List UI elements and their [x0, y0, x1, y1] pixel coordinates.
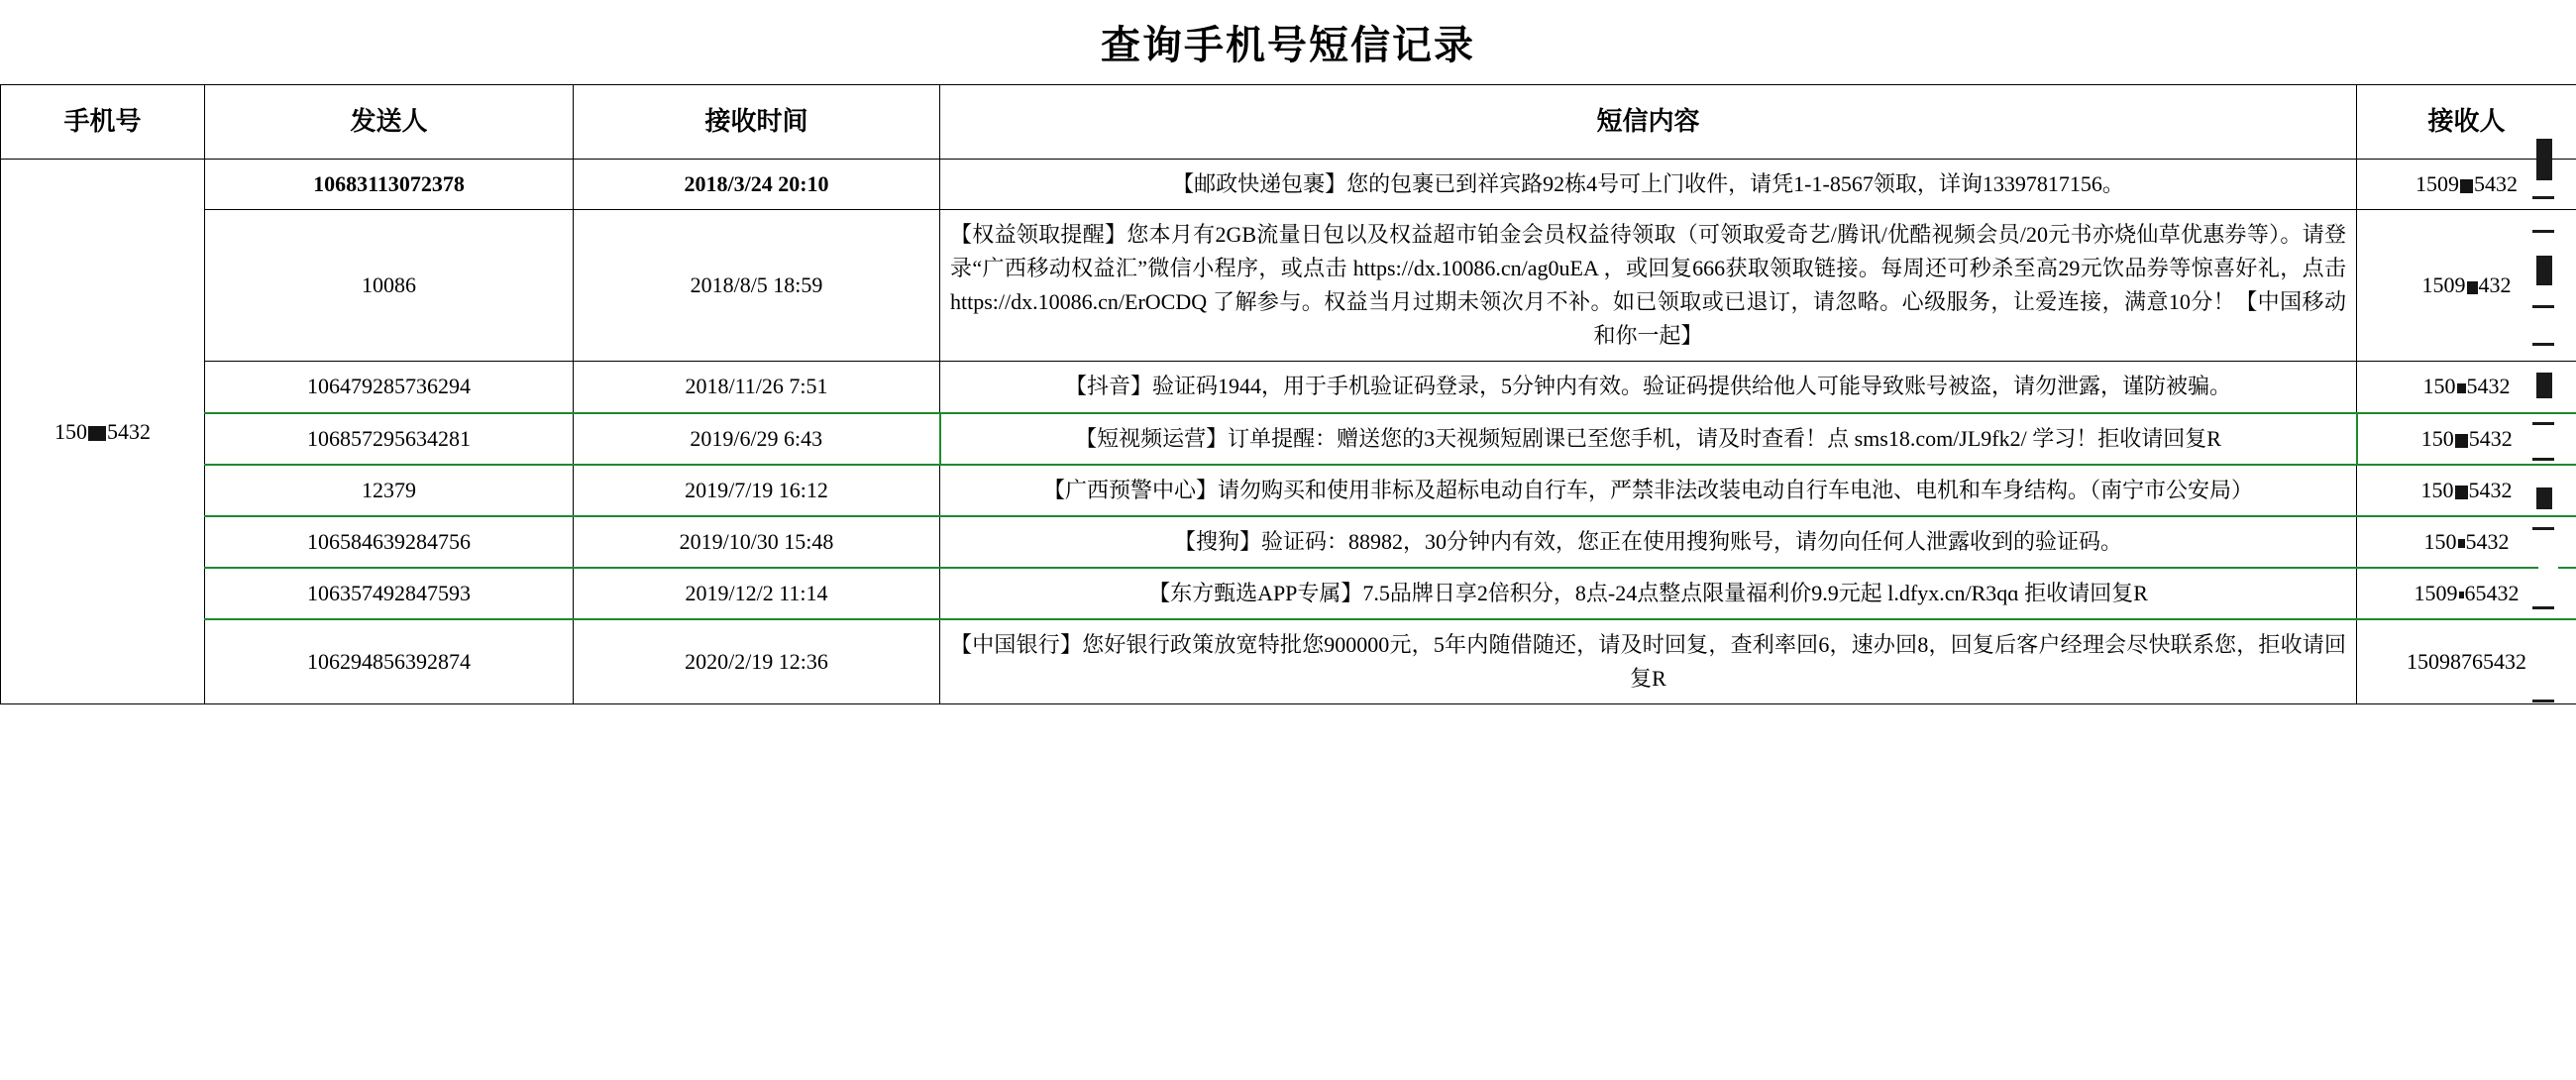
content-cell: 【中国银行】您好银行政策放宽特批您900000元，5年内随借随还，请及时回复，查利率回6，速办回8，回复后客户经理会尽快联系您，拒收请回复R: [940, 619, 2357, 704]
content-cell: 【短视频运营】订单提醒：赠送您的3天视频短剧课已至您手机，请及时查看！点 sms18.com/JL9fk2/ 学习！拒收请回复R: [940, 413, 2357, 465]
receiver-cell: [2357, 516, 2576, 568]
table-row-highlighted: [1, 413, 2576, 465]
table-row: [1, 516, 2576, 568]
receiver-cell: [2357, 568, 2576, 619]
time-cell: 2019/10/30 15:48: [574, 516, 940, 568]
receiver-cell: [2357, 413, 2576, 465]
receiver-suffix: 5432: [2466, 374, 2511, 399]
column-header-receiver: 接收人: [2357, 85, 2576, 160]
phone-number-suffix: 5432: [107, 418, 151, 444]
content-cell: 【搜狗】验证码：88982，30分钟内有效，您正在使用搜狗账号，请勿向任何人泄露收到的验证码。: [940, 516, 2357, 568]
column-header-content: 短信内容: [940, 85, 2357, 160]
content-cell: 【广西预警中心】请勿购买和使用非标及超标电动自行车，严禁非法改装电动自行车电池、电机和车身结构。（南宁市公安局）: [940, 465, 2357, 516]
column-header-time: 接收时间: [574, 85, 940, 160]
redaction-block-icon: [2460, 179, 2473, 193]
receiver-prefix: 150: [2420, 477, 2454, 502]
sender-cell: 106357492847593: [205, 568, 574, 619]
receiver-cell: [2357, 160, 2576, 210]
sender-cell: 10086: [205, 210, 574, 362]
receiver-prefix: 1509: [2421, 272, 2466, 298]
sender-cell: 106294856392874: [205, 619, 574, 704]
sender-cell: 12379: [205, 465, 574, 516]
content-cell: 【东方甄选APP专属】7.5品牌日享2倍积分，8点-24点整点限量福利价9.9元起 l.dfyx.cn/R3qɑ 拒收请回复R: [940, 568, 2357, 619]
redaction-block-icon: [2455, 434, 2468, 448]
time-cell: 2019/12/2 11:14: [574, 568, 940, 619]
receiver-suffix: 5432: [2465, 528, 2510, 554]
sms-records-table: [0, 84, 2576, 704]
redaction-block-icon: [2457, 383, 2466, 393]
receiver-cell: [2357, 210, 2576, 362]
sender-cell: 106584639284756: [205, 516, 574, 568]
time-cell: 2019/6/29 6:43: [574, 413, 940, 465]
sender-cell: 10683113072378: [205, 160, 574, 210]
table-header-row: [1, 85, 2576, 160]
table-row: [1, 465, 2576, 516]
phone-number-prefix: 150: [54, 418, 87, 444]
receiver-cell: [2357, 362, 2576, 413]
receiver-cell: [2357, 465, 2576, 516]
table-row: [1, 210, 2576, 362]
time-cell: 2018/3/24 20:10: [574, 160, 940, 210]
redaction-block-icon: [2455, 486, 2468, 499]
table-row: [1, 160, 2576, 210]
receiver-prefix: 150: [2422, 374, 2456, 399]
column-header-phone: 手机号: [1, 85, 205, 160]
receiver-prefix: 150: [2423, 528, 2457, 554]
content-cell: 【权益领取提醒】您本月有2GB流量日包以及权益超市铂金会员权益待领取（可领取爱奇艺/腾讯/优酷视频会员/20元书亦烧仙草优惠券等）。请登录“广西移动权益汇”微信小程序，或点击 https://dx.10086.cn/ag0uEA ，或回复666获取领取链接。每周还可秒杀至高29元饮品券等惊喜好礼，点击 https://dx.10086.cn/ErOCDQ 了解参与。权益当月过期未领次月不补。如已领取或已退订，请忽略。心级服务，让爱连接，满意10分！【中国移动 和你一起】: [940, 210, 2357, 362]
receiver-suffix: 5432: [2468, 477, 2513, 502]
time-cell: 2018/8/5 18:59: [574, 210, 940, 362]
time-cell: 2020/2/19 12:36: [574, 619, 940, 704]
redaction-block-icon: [2467, 281, 2478, 294]
receiver-prefix: 150: [2420, 425, 2454, 451]
receiver-suffix: 5432: [2468, 425, 2513, 451]
table-row: [1, 568, 2576, 619]
content-cell: 【邮政快递包裹】您的包裹已到祥宾路92栋4号可上门收件，请凭1-1-8567领取，详询13397817156。: [940, 160, 2357, 210]
redaction-block-icon: [88, 426, 106, 441]
sender-cell: 106479285736294: [205, 362, 574, 413]
receiver-prefix: 1509: [2414, 580, 2458, 605]
time-cell: 2018/11/26 7:51: [574, 362, 940, 413]
receiver-prefix: 15098765432: [2407, 648, 2526, 674]
receiver-cell: [2357, 619, 2576, 704]
content-cell: 【抖音】验证码1944，用于手机验证码登录，5分钟内有效。验证码提供给他人可能导致账号被盗，请勿泄露，谨防被骗。: [940, 362, 2357, 413]
receiver-prefix: 1509: [2415, 171, 2459, 196]
redaction-block-icon: [2458, 539, 2465, 548]
redaction-block-icon: [2459, 592, 2464, 598]
time-cell: 2019/7/19 16:12: [574, 465, 940, 516]
page-title: 查询手机号短信记录: [1101, 24, 1475, 67]
receiver-suffix: 432: [2478, 272, 2512, 298]
receiver-suffix: 5432: [2474, 171, 2518, 196]
column-header-sender: 发送人: [205, 85, 574, 160]
sender-cell: 106857295634281: [205, 413, 574, 465]
table-row: [1, 619, 2576, 704]
phone-number-cell: [1, 160, 205, 704]
table-row: [1, 362, 2576, 413]
receiver-suffix: 65432: [2464, 580, 2520, 605]
